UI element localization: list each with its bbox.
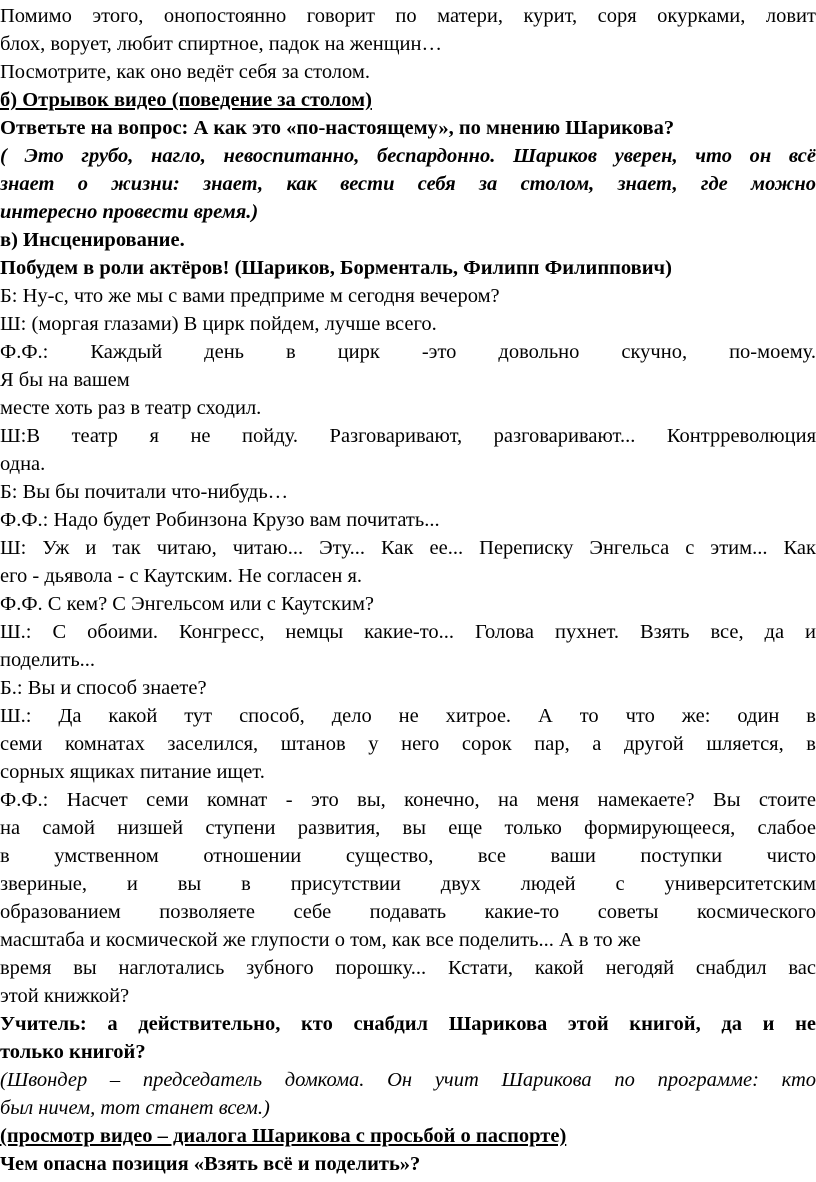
dialogue-line: в умственном отношении существо, все ваши поступки чисто bbox=[0, 845, 816, 867]
dialogue-line: Я бы на вашем bbox=[0, 369, 130, 391]
teacher-line: Учитель: а действительно, кто снабдил Шарикова этой книгой, да и не bbox=[0, 1013, 816, 1035]
teacher-line: только книгой? bbox=[0, 1041, 146, 1063]
dialogue-line: Б: Ну-с, что же мы с вами предприме м сегодня вечером? bbox=[0, 285, 500, 307]
dialogue-line: Ш.: С обоими. Конгресс, немцы какие-то... Голова пухнет. Взять все, да и bbox=[0, 621, 816, 643]
dialogue-line: Ш.: Да какой тут способ, дело не хитрое. А то что же: один в bbox=[0, 705, 816, 727]
dialogue-line: этой книжкой? bbox=[0, 985, 130, 1007]
dialogue-line: масштаба и космической же глупости о том, как все поделить... А в то же bbox=[0, 929, 641, 951]
dialogue-line: Ш: Уж и так читаю, читаю... Эту... Как ее... Переписку Энгельса с этим... Как bbox=[0, 537, 816, 559]
dialogue-line: его - дьявола - с Каутским. Не согласен я. bbox=[0, 565, 363, 587]
dialogue-line: сорных ящиках питание ищет. bbox=[0, 761, 265, 783]
dialogue-line: месте хоть раз в театр сходил. bbox=[0, 397, 262, 419]
dialogue-line: Ф.Ф.: Каждый день в цирк -это довольно скучно, по-моему. bbox=[0, 341, 816, 363]
dialogue-line: семи комнатах заселился, штанов у него сорок пар, а другой шляется, в bbox=[0, 733, 816, 755]
dialogue-line: звериные, и вы в присутствии двух людей с университетским bbox=[0, 873, 816, 895]
video-instruction: (просмотр видео – диалога Шарикова с просьбой о паспорте) bbox=[0, 1125, 567, 1147]
dialogue-line: Ф.Ф.: Насчет семи комнат - это вы, конечно, на меня намекаете? Вы стоите bbox=[0, 789, 816, 811]
dialogue-line: образованием позволяете себе подавать какие-то советы космического bbox=[0, 901, 816, 923]
question-line: Ответьте на вопрос: А как это «по-настоящему», по мнению Шарикова? bbox=[0, 117, 675, 139]
final-question: Чем опасна позиция «Взять всё и поделить»? bbox=[0, 1153, 421, 1175]
dialogue-line: поделить... bbox=[0, 649, 96, 671]
dialogue-line: Ф.Ф. С кем? С Энгельсом или с Каутским? bbox=[0, 593, 375, 615]
answer-line: ( Это грубо, нагло, невоспитанно, беспардонно. Шариков уверен, что он всё bbox=[0, 145, 816, 167]
text-line: Посмотрите, как оно ведёт себя за столом. bbox=[0, 61, 370, 83]
dialogue-line: Б.: Вы и способ знаете? bbox=[0, 677, 207, 699]
dialogue-line: одна. bbox=[0, 453, 46, 475]
text-line: блох, ворует, любит спиртное, падок на женщин… bbox=[0, 33, 442, 55]
dialogue-line: Ф.Ф.: Надо будет Робинзона Крузо вам почитать... bbox=[0, 509, 440, 531]
section-heading-staging: в) Инсценирование. bbox=[0, 229, 185, 251]
dialogue-line: Б: Вы бы почитали что-нибудь… bbox=[0, 481, 289, 503]
answer-line: знает о жизни: знает, как вести себя за столом, знает, где можно bbox=[0, 173, 816, 195]
dialogue-line: время вы наглотались зубного порошку... Кстати, какой негодяй снабдил вас bbox=[0, 957, 816, 979]
roles-heading: Побудем в роли актёров! (Шариков, Борменталь, Филипп Филиппович) bbox=[0, 257, 672, 279]
dialogue-line: Ш:В театр я не пойду. Разговаривают, разговаривают... Контрреволюция bbox=[0, 425, 816, 447]
answer-line: интересно провести время.) bbox=[0, 201, 259, 223]
dialogue-line: Ш: (моргая глазами) В цирк пойдем, лучше всего. bbox=[0, 313, 437, 335]
dialogue-line: на самой низшей ступени развития, вы еще только формирующееся, слабое bbox=[0, 817, 816, 839]
note-line: был ничем, тот станет всем.) bbox=[0, 1097, 270, 1119]
section-heading-video: б) Отрывок видео (поведение за столом) bbox=[0, 89, 372, 111]
note-line: (Швондер – председатель домкома. Он учит Шарикова по программе: кто bbox=[0, 1069, 816, 1091]
text-line: Помимо этого, онопостоянно говорит по матери, курит, соря окурками, ловит bbox=[0, 5, 816, 27]
